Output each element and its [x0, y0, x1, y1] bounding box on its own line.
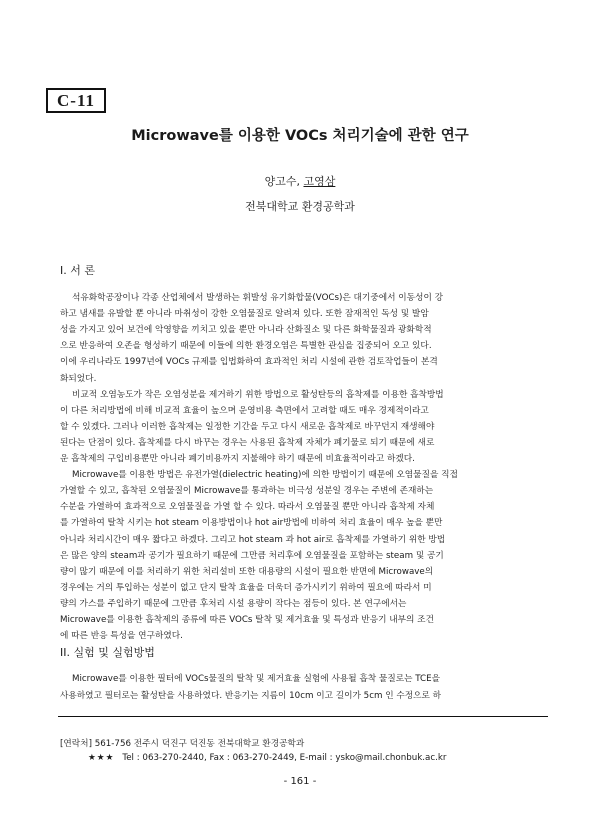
body-line: Microwave를 이용한 필터에 VOCs물질의 탈착 및 제거효율 실험에 사용될 흡착 물질로는 TCE을 [72, 674, 441, 684]
author-first: 양고수, [264, 175, 304, 188]
paper-code-box: C-11 [46, 88, 106, 113]
paper-title: Microwave를 이용한 VOCs 처리기술에 관한 연구 [131, 128, 469, 144]
body-line: 된다는 단점이 있다. 흡착제를 다시 바꾸는 경우는 사용된 흡착제 자체가 폐기물로 되기 때문에 새로 [60, 438, 435, 448]
section-heading-methods: II. 실험 및 실험방법 [60, 646, 155, 659]
body-line: 사용하였고 필터로는 활성탄을 사용하였다. 반응기는 지름이 10cm 이고 길이가 5cm 인 수정으로 하 [60, 691, 442, 701]
body-line: Microwave를 이용한 방법은 유전가열(dielectric heating)에 의한 방법이기 때문에 오염물질을 직접 [72, 470, 458, 480]
body-line: 화되었다. [60, 374, 97, 384]
body-line: 운 흡착제의 구입비용뿐만 아니라 폐기비용까지 지불해야 하기 때문에 비효율적이라고 하겠다. [60, 454, 415, 464]
body-line: 할 수 있겠다. 그러나 이러한 흡착제는 일정한 기간을 두고 다시 새로운 흡착제로 바꾸던지 재생해야 [60, 422, 435, 432]
body-line: 경우에는 거의 투입하는 성분이 없고 단지 탈착 효율을 더욱더 증가시키기 위하여 필요에 따라서 미 [60, 583, 432, 593]
affiliation: 전북대학교 환경공학과 [245, 200, 355, 213]
contact-phone-email [88, 753, 447, 763]
body-line: 를 가열하여 탈착 시키는 hot steam 이용방법이나 hot air방법에 비하여 처리 효율이 매우 높을 뿐만 [60, 518, 443, 528]
star-marks: ★★★ [88, 753, 115, 763]
body-line: 석유화학공장이나 각종 산업체에서 발생하는 휘발성 유기화합물(VOCs)은 대기중에서 이동성이 강 [72, 293, 443, 303]
body-line: 수분을 가열하여 효과적으로 오염물질을 가열 할 수 있다. 따라서 오염물질 뿐만 아니라 흡착제 자체 [60, 502, 435, 512]
body-line: Microwave를 이용한 흡착제의 종류에 따른 VOCs 탈착 및 제거효율 및 특성과 반응기 내부의 조건 [60, 615, 434, 625]
body-line: 으로 반응하여 오존을 형성하기 때문에 이들에 의한 환경오염은 특별한 관심을 집중되어 오고 있다. [60, 341, 432, 351]
body-line: 성을 가지고 있어 보건에 악영향을 끼치고 있을 뿐만 아니라 산화질소 및 다른 화학물질과 광화학적 [60, 325, 432, 335]
footnote-rule [58, 716, 548, 717]
page-number: - 161 - [283, 776, 317, 787]
body-line: 이 다른 처리방법에 비해 비교적 효율이 높으며 운영비용 측면에서 고려할 때도 매우 경제적이라고 [60, 406, 429, 416]
body-line: 아니라 처리시간이 매우 짧다고 하겠다. 그리고 hot steam 과 hot air로 흡착제를 가열하기 위한 방법 [60, 535, 446, 545]
body-line: 은 많은 양의 steam과 공기가 필요하기 때문에 그만큼 처리후에 오염물질을 포함하는 steam 및 공기 [60, 551, 444, 561]
section-heading-introduction: I. 서 론 [60, 264, 95, 277]
contact-address: [연락처] 561-756 전주시 덕진구 덕진동 전북대학교 환경공학과 [60, 739, 305, 749]
body-line: 가열할 수 있고, 흡착된 오염물질이 Microwave를 통과하는 비극성 성분일 경우는 주변에 존재하는 [60, 486, 434, 496]
body-line: 비교적 오염농도가 작은 오염성분을 제거하기 위한 방법으로 활성탄등의 흡착제를 이용한 흡착방법 [72, 390, 444, 400]
body-line: 량의 가스를 주입하기 때문에 그만큼 후처리 시설 용량이 작다는 점등이 있다. 본 연구에서는 [60, 599, 407, 609]
body-line: 이에 우리나라도 1997년에 VOCs 규제를 입법화하여 효과적인 처리 시설에 관한 검토작업들이 본격 [60, 357, 438, 367]
contact-numbers: Tel : 063-270-2440, Fax : 063-270-2449, E-mail : ysko@mail.chonbuk.ac.kr [122, 753, 447, 763]
author-corresponding: 고영삼 [303, 175, 336, 188]
body-line: 하고 냄새를 유발할 뿐 아니라 마취성이 강한 오염물질로 알려져 있다. 또한 잠재적인 독성 및 발암 [60, 309, 429, 319]
body-line: 량이 많기 때문에 이를 처리하기 위한 처리설비 또한 대용량의 시설이 필요한 반면에 Microwave의 [60, 567, 434, 577]
author-line [0, 173, 600, 189]
body-line: 에 따른 반응 특성을 연구하였다. [60, 631, 183, 641]
